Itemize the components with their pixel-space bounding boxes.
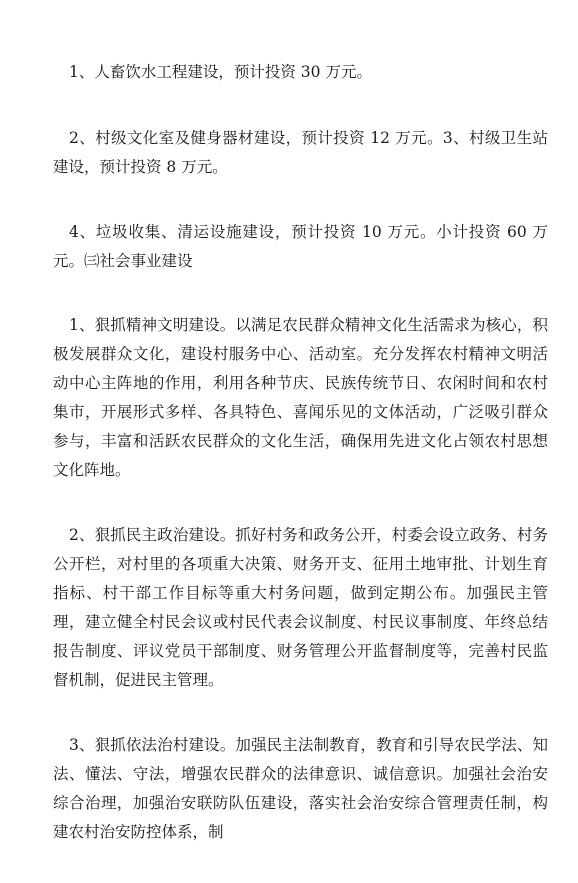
paragraph-spiritual-civilization: 1、狠抓精神文明建设。以满足农民群众精神文化生活需求为核心，积极发展群众文化，建设村服务中心、活动室。充分发挥农村精神文明活动中心主阵地的作用，利用各种节庆、民族传统节日、农闲时间和农村集市，开展形式多样、各具特色、喜闻乐见的文体活动，广泛吸引群众参与，丰富和活跃农民群众的文化生活，确保用先进文化占领农村思想文化阵地。 [53, 316, 548, 479]
document-page [53, 58, 548, 883]
paragraph-drinking-water: 1、人畜饮水工程建设，预计投资 30 万元。 [69, 63, 372, 81]
paragraph-democratic-politics: 2、狠抓民主政治建设。抓好村务和政务公开，村委会设立政务、村务公开栏，对村里的各项重大决策、财务开支、征用土地审批、计划生育指标、村干部工作目标等重大村务问题，做到定期公布。加强民主管理，建立健全村民会议或村民代表会议制度、村民议事制度、年终总结报告制度、评议党员干部制度、财务管理公开监督制度等，完善村民监督机制，促进民主管理。 [53, 526, 548, 689]
paragraph-garbage-social: 4、垃圾收集、清运设施建设，预计投资 10 万元。小计投资 60 万元。㈢社会事业建设 [53, 223, 548, 270]
paragraph-rule-of-law: 3、狠抓依法治村建设。加强民主法制教育，教育和引导农民学法、知法、懂法、守法，增强农民群众的法律意识、诚信意识。加强社会治安综合治理，加强治安联防队伍建设，落实社会治安综合管理责任制，构建农村治安防控体系，制 [53, 736, 548, 841]
paragraph-culture-health: 2、村级文化室及健身器材建设，预计投资 12 万元。3、村级卫生站建设，预计投资 8 万元。 [53, 129, 548, 176]
